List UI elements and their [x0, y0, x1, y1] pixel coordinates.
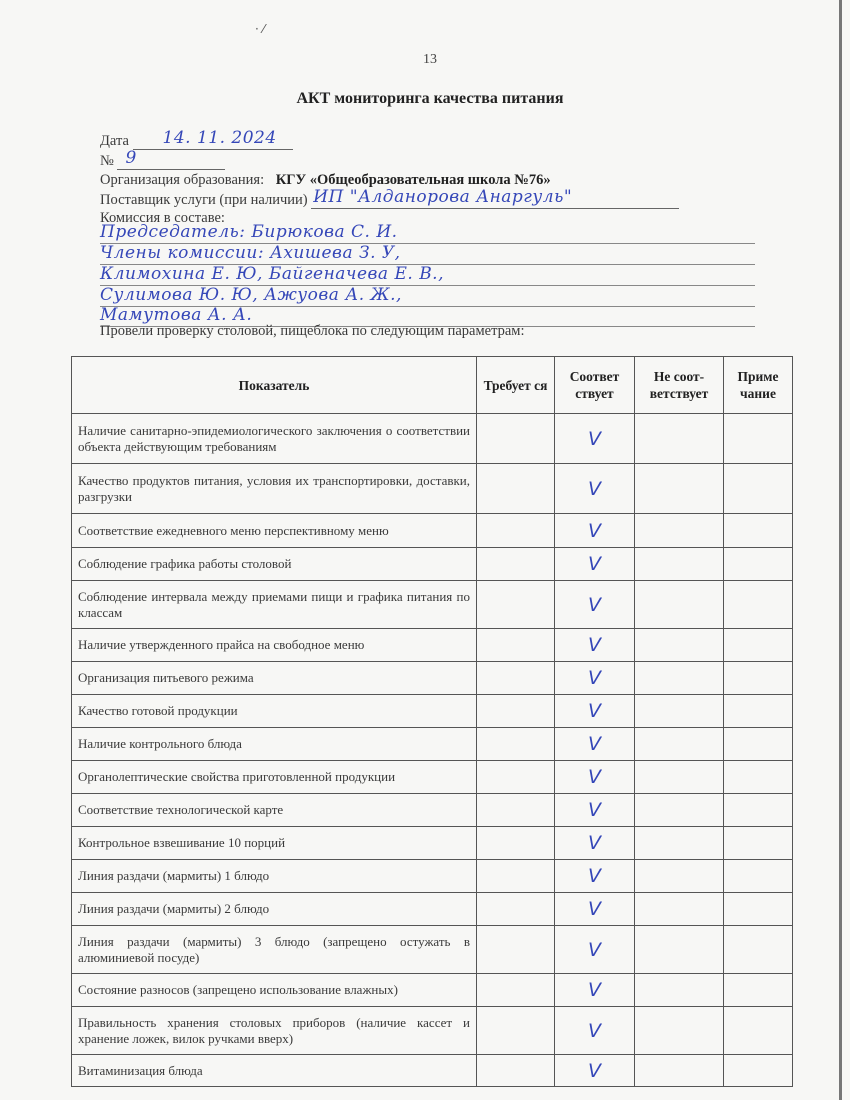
table-row — [72, 794, 793, 827]
checkmark: V — [588, 766, 601, 788]
complies-cell — [555, 827, 635, 860]
complies-cell — [555, 1055, 635, 1087]
checkmark: V — [588, 865, 601, 887]
requires-cell — [477, 414, 555, 464]
column-header-note: Приме чание — [724, 357, 793, 414]
scan-specks: · ⁄ — [255, 22, 265, 36]
not-complies-cell — [635, 728, 724, 761]
indicator-cell: Соответствие технологической карте — [72, 794, 477, 827]
indicator-cell: Соблюдение графика работы столовой — [72, 548, 477, 581]
note-cell — [724, 827, 793, 860]
complies-cell — [555, 974, 635, 1007]
indicator-cell: Наличие контрольного блюда — [72, 728, 477, 761]
checkmark: V — [588, 938, 601, 961]
indicator-cell: Организация питьевого режима — [72, 662, 477, 695]
indicator-cell: Линия раздачи (мармиты) 2 блюдо — [72, 893, 477, 926]
complies-cell — [555, 629, 635, 662]
complies-cell — [555, 548, 635, 581]
indicator-cell: Соответствие ежедневного меню перспективному меню — [72, 514, 477, 548]
requires-cell — [477, 581, 555, 629]
not-complies-cell — [635, 414, 724, 464]
checkmark: V — [588, 519, 601, 542]
checkmark: V — [588, 1019, 601, 1042]
not-complies-cell — [635, 548, 724, 581]
number-field — [117, 148, 225, 170]
note-cell — [724, 414, 793, 464]
table-row — [72, 629, 793, 662]
not-complies-cell — [635, 827, 724, 860]
column-header-requires: Требует ся — [477, 357, 555, 414]
checkmark: V — [588, 700, 601, 722]
note-cell — [724, 893, 793, 926]
complies-cell — [555, 514, 635, 548]
check-intro: Провели проверку столовой, пищеблока по следующим параметрам: — [100, 323, 525, 339]
not-complies-cell — [635, 794, 724, 827]
indicator-cell: Наличие утвержденного прайса на свободное меню — [72, 629, 477, 662]
complies-cell — [555, 581, 635, 629]
complies-cell — [555, 414, 635, 464]
requires-cell — [477, 629, 555, 662]
indicator-cell: Витаминизация блюда — [72, 1055, 477, 1087]
document-title: АКТ мониторинга качества питания — [296, 90, 564, 107]
commission-line — [100, 245, 755, 265]
indicator-cell: Соблюдение интервала между приемами пищи и графика питания по классам — [72, 581, 477, 629]
requires-cell — [477, 926, 555, 974]
checkmark: V — [588, 477, 601, 500]
commission-text: Сулимова Ю. Ю, Ажуова А. Ж., — [100, 285, 402, 305]
checkmark: V — [588, 593, 601, 616]
complies-cell — [555, 893, 635, 926]
number-row — [100, 148, 225, 170]
not-complies-cell — [635, 695, 724, 728]
note-cell — [724, 548, 793, 581]
table-row — [72, 464, 793, 514]
table-row — [72, 1007, 793, 1055]
column-header-not-complies: Не соот- ветствует — [635, 357, 724, 414]
commission-line — [100, 287, 755, 307]
complies-cell — [555, 794, 635, 827]
column-header-indicator: Показатель — [72, 357, 477, 414]
indicator-cell: Состояние разносов (запрещено использование влажных) — [72, 974, 477, 1007]
note-cell — [724, 1055, 793, 1087]
checkmark: V — [588, 427, 601, 450]
monitoring-table — [71, 356, 793, 1087]
note-cell — [724, 926, 793, 974]
note-cell — [724, 794, 793, 827]
commission-text: Председатель: Бирюкова С. И. — [100, 222, 398, 242]
not-complies-cell — [635, 464, 724, 514]
checkmark: V — [588, 979, 601, 1001]
note-cell — [724, 761, 793, 794]
table-row — [72, 893, 793, 926]
checkmark: V — [588, 832, 601, 854]
commission-text: Климохина Е. Ю, Байгеначева Е. В., — [100, 264, 444, 284]
supplier-field — [311, 187, 679, 209]
checkmark: V — [588, 553, 601, 575]
note-cell — [724, 695, 793, 728]
commission-line — [100, 266, 755, 286]
complies-cell — [555, 926, 635, 974]
requires-cell — [477, 464, 555, 514]
table-header-row — [72, 357, 793, 414]
complies-cell — [555, 1007, 635, 1055]
table-row — [72, 1055, 793, 1087]
table-row — [72, 926, 793, 974]
number-label: № — [100, 153, 114, 169]
requires-cell — [477, 1007, 555, 1055]
checkmark: V — [588, 667, 601, 689]
table-row — [72, 548, 793, 581]
requires-cell — [477, 860, 555, 893]
complies-cell — [555, 662, 635, 695]
note-cell — [724, 1007, 793, 1055]
requires-cell — [477, 794, 555, 827]
scan-edge — [839, 0, 842, 1100]
complies-cell — [555, 728, 635, 761]
note-cell — [724, 662, 793, 695]
note-cell — [724, 860, 793, 893]
table-row — [72, 728, 793, 761]
commission-line — [100, 224, 755, 244]
note-cell — [724, 728, 793, 761]
page-number: 13 — [423, 52, 437, 67]
table-row — [72, 974, 793, 1007]
table-row — [72, 414, 793, 464]
note-cell — [724, 464, 793, 514]
table-row — [72, 827, 793, 860]
supplier-label: Поставщик услуги (при наличии) — [100, 192, 308, 208]
not-complies-cell — [635, 893, 724, 926]
indicator-cell: Линия раздачи (мармиты) 3 блюдо (запрещено остужать в алюминиевой посуде) — [72, 926, 477, 974]
not-complies-cell — [635, 1055, 724, 1087]
not-complies-cell — [635, 860, 724, 893]
complies-cell — [555, 464, 635, 514]
indicator-cell: Контрольное взвешивание 10 порций — [72, 827, 477, 860]
number-value: 9 — [125, 148, 137, 168]
indicator-cell: Органолептические свойства приготовленной продукции — [72, 761, 477, 794]
note-cell — [724, 974, 793, 1007]
indicator-cell: Линия раздачи (мармиты) 1 блюдо — [72, 860, 477, 893]
not-complies-cell — [635, 1007, 724, 1055]
commission-label: Комиссия в составе: — [100, 210, 225, 226]
requires-cell — [477, 827, 555, 860]
requires-cell — [477, 728, 555, 761]
note-cell — [724, 629, 793, 662]
indicator-cell: Качество продуктов питания, условия их транспортировки, доставки, разгрузки — [72, 464, 477, 514]
complies-cell — [555, 860, 635, 893]
indicator-cell: Наличие санитарно-эпидемиологического заключения о соответствии объекта действующим требованиям — [72, 414, 477, 464]
complies-cell — [555, 761, 635, 794]
checkmark: V — [588, 733, 601, 755]
organization-value: КГУ «Общеобразовательная школа №76» — [275, 172, 551, 188]
checkmark: V — [588, 634, 601, 656]
not-complies-cell — [635, 761, 724, 794]
indicator-cell: Качество готовой продукции — [72, 695, 477, 728]
note-cell — [724, 514, 793, 548]
checkmark: V — [588, 1059, 601, 1082]
table-row — [72, 695, 793, 728]
table-row — [72, 860, 793, 893]
not-complies-cell — [635, 581, 724, 629]
date-field — [133, 128, 293, 150]
not-complies-cell — [635, 629, 724, 662]
not-complies-cell — [635, 662, 724, 695]
column-header-complies: Соответ ствует — [555, 357, 635, 414]
date-label: Дата — [100, 133, 129, 149]
requires-cell — [477, 514, 555, 548]
note-cell — [724, 581, 793, 629]
not-complies-cell — [635, 974, 724, 1007]
not-complies-cell — [635, 926, 724, 974]
requires-cell — [477, 548, 555, 581]
table-row — [72, 662, 793, 695]
table-row — [72, 761, 793, 794]
requires-cell — [477, 1055, 555, 1087]
supplier-value: ИП "Алданорова Анаргуль" — [313, 187, 573, 207]
organization-label: Организация образования: — [100, 172, 265, 188]
table-row — [72, 581, 793, 629]
date-value: 14. 11. 2024 — [162, 128, 277, 148]
requires-cell — [477, 662, 555, 695]
requires-cell — [477, 974, 555, 1007]
supplier-row — [100, 187, 679, 209]
not-complies-cell — [635, 514, 724, 548]
requires-cell — [477, 695, 555, 728]
table-row — [72, 514, 793, 548]
commission-text: Мамутова А. А. — [100, 305, 253, 325]
requires-cell — [477, 761, 555, 794]
indicator-cell: Правильность хранения столовых приборов (наличие кассет и хранение ложек, вилок ручками вверх) — [72, 1007, 477, 1055]
complies-cell — [555, 695, 635, 728]
checkmark: V — [588, 799, 601, 821]
requires-cell — [477, 893, 555, 926]
checkmark: V — [588, 898, 601, 920]
commission-text: Члены комиссии: Ахишева З. У, — [100, 243, 401, 263]
